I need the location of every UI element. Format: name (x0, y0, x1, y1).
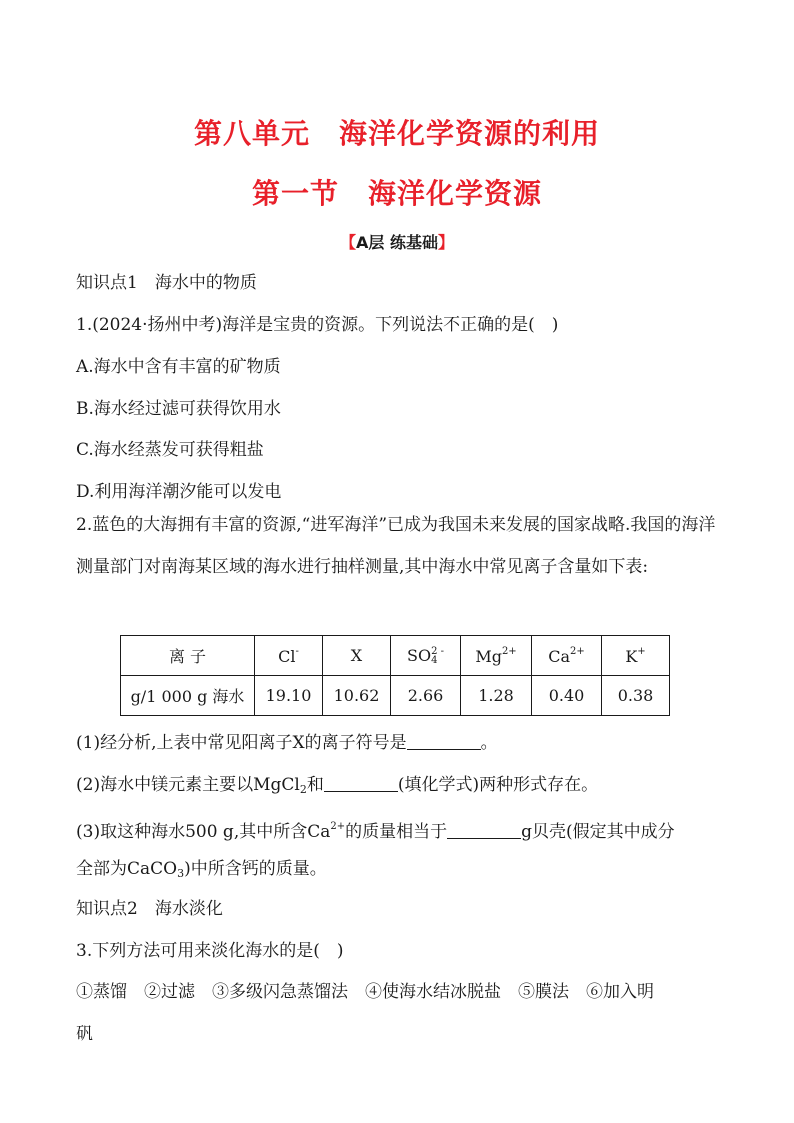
knowledge-point-1: 知识点1 海水中的物质 (76, 273, 257, 293)
ion-content-table (120, 635, 670, 716)
table-cell: $Mg^{2+}$ (461, 636, 532, 676)
answer-blank (447, 822, 521, 839)
table-cell: 2.66 (391, 676, 461, 716)
table-cell: SO2 - 4 (391, 636, 461, 676)
answer-blank (324, 775, 398, 792)
question-1-option-d: D.利用海洋潮汐能可以发电 (76, 482, 282, 502)
table-cell: $Ca^{2+}$ (532, 636, 602, 676)
table-cell: 19.10 (255, 676, 323, 716)
question-3-options: ①蒸馏 ②过滤 ③多级闪急蒸馏法 ④使海水结冰脱盐 ⑤膜法 ⑥加入明 (76, 982, 654, 1002)
question-1-option-a: A.海水中含有丰富的矿物质 (76, 357, 281, 377)
question-1-stem: 1.(2024·扬州中考)海洋是宝贵的资源。下列说法不正确的是( ) (76, 315, 559, 335)
table-cell: 离 子 (121, 636, 255, 676)
knowledge-point-2: 知识点2 海水淡化 (76, 899, 223, 919)
table-cell: X (323, 636, 391, 676)
question-2-stem: 2.蓝色的大海拥有丰富的资源,“进军海洋”已成为我国未来发展的国家战略.我国的海洋测量部门对南海某区域的海水进行抽样测量,其中海水中常见离子含量如下表: (76, 515, 716, 577)
table-cell: g/1 000 g 海水 (121, 676, 255, 716)
question-2-part-2: (2)海水中镁元素主要以MgCl$_2$和 (填化学式)两种形式存在。 (76, 775, 599, 796)
table-row (121, 676, 670, 716)
layer-text: A层 练基础 (356, 233, 438, 252)
layer-label (0, 230, 794, 253)
question-1-option-b: B.海水经过滤可获得饮用水 (76, 399, 281, 419)
answer-blank (407, 733, 481, 750)
bracket-open: 【 (340, 233, 357, 252)
table-cell: 1.28 (461, 676, 532, 716)
question-2-part-3-cont: 全部为CaCO$_3$)中所含钙的质量。 (76, 859, 327, 880)
table-cell: 0.38 (602, 676, 670, 716)
table-cell: 0.40 (532, 676, 602, 716)
question-1-option-c: C.海水经蒸发可获得粗盐 (76, 440, 264, 460)
section-title: 第一节 海洋化学资源 (251, 177, 542, 210)
unit-title: 第八单元 海洋化学资源的利用 (193, 117, 600, 150)
table-cell: Cl- (255, 636, 323, 676)
table-row (121, 636, 670, 676)
question-2-part-1: (1)经分析,上表中常见阳离子X的离子符号是 。 (76, 733, 498, 753)
question-3-stem: 3.下列方法可用来淡化海水的是( ) (76, 941, 344, 961)
table-cell: 10.62 (323, 676, 391, 716)
table-cell: K+ (602, 636, 670, 676)
question-3-options-cont: 矾 (76, 1024, 93, 1044)
bracket-close: 】 (437, 233, 454, 252)
question-2-part-3: (3)取这种海水500 g,其中所含$Ca^{2+}$的质量相当于 g贝壳(假定其中成分 (76, 821, 675, 842)
